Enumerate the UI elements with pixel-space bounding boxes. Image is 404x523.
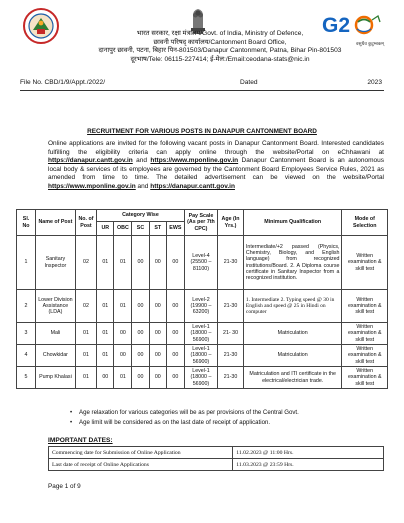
intro-and-2: and bbox=[135, 182, 151, 190]
cell-post-name: Lower Division Assistance (LDA) bbox=[36, 290, 76, 323]
header-cat-ews: EWS bbox=[166, 222, 184, 236]
cell-ews: 00 bbox=[166, 323, 184, 345]
header-line-1: भारत सरकार, रक्षा मंत्रालय/Govt. of India, Ministry of Defence, bbox=[136, 30, 304, 37]
cell-st: 00 bbox=[149, 323, 166, 345]
date-value: 11.02.2023 @ 11:00 Hrs. bbox=[233, 447, 384, 459]
file-number-line bbox=[20, 79, 382, 89]
header-cat-obc: OBC bbox=[114, 222, 132, 236]
cell-sl: 2 bbox=[17, 290, 36, 323]
cell-ur: 00 bbox=[97, 367, 114, 389]
cell-ur: 01 bbox=[97, 290, 114, 323]
cell-sc: 00 bbox=[132, 236, 149, 290]
cell-st: 00 bbox=[149, 345, 166, 367]
cell-post-name: Pump Khalasi bbox=[36, 367, 76, 389]
cell-ews: 00 bbox=[166, 236, 184, 290]
cell-ews: 00 bbox=[166, 290, 184, 323]
date-label: Last date of receipt of Online Applications bbox=[49, 459, 233, 471]
cell-no-of-post: 02 bbox=[75, 290, 96, 323]
table-row bbox=[17, 345, 388, 367]
cell-mode: Written examination & skill test bbox=[342, 367, 388, 389]
cell-pay-scale: Level-1 (18000 – 56900) bbox=[184, 323, 217, 345]
office-address bbox=[70, 30, 370, 64]
g20-tagline: वसुधैव कुटुम्बकम् bbox=[356, 41, 384, 46]
link-mponline-1[interactable]: https://www.mponline.gov.in bbox=[150, 157, 239, 165]
cell-age: 21-30 bbox=[218, 367, 244, 389]
header-sl-no: Sl. No bbox=[17, 210, 36, 236]
cell-age: 21- 30 bbox=[218, 323, 244, 345]
cell-sc: 00 bbox=[132, 367, 149, 389]
cell-post-name: Sanitary Inspector bbox=[36, 236, 76, 290]
note-item: • Age relaxation for various categories will be as per provisions of the Central Govt. bbox=[70, 408, 390, 418]
intro-and-1: and bbox=[132, 157, 151, 165]
important-dates-title: IMPORTANT DATES: bbox=[48, 437, 113, 444]
cell-ur: 01 bbox=[97, 323, 114, 345]
intro-paragraph bbox=[48, 140, 384, 192]
cell-sl: 5 bbox=[17, 367, 36, 389]
cell-sc: 00 bbox=[132, 290, 149, 323]
table-row bbox=[17, 290, 388, 323]
date-label: Commencing date for Submission of Online Application bbox=[49, 447, 233, 459]
cell-pay-scale: Level-2 (19900 – 63200) bbox=[184, 290, 217, 323]
cell-mode: Written examination & skill test bbox=[342, 345, 388, 367]
year: 2023 bbox=[367, 79, 382, 86]
cell-qualification: Matriculation and ITI certificate in the electrical/electrician trade. bbox=[243, 367, 342, 389]
cell-sc: 00 bbox=[132, 345, 149, 367]
table-row bbox=[49, 447, 384, 459]
cell-pay-scale: Level-1 (18000 – 56900) bbox=[184, 345, 217, 367]
cell-st: 00 bbox=[149, 367, 166, 389]
cell-post-name: Mali bbox=[36, 323, 76, 345]
note-item: • Age limit will be considered as on the last date of receipt of application. bbox=[70, 418, 390, 428]
cell-pay-scale: Level-4 (25500 – 81100) bbox=[184, 236, 217, 290]
header-line-3: दानापुर छावनी, पटना, बिहार पिन-801503/Danapur Cantonment, Patna, Bihar Pin-801503 bbox=[98, 47, 342, 55]
cell-sl: 3 bbox=[17, 323, 36, 345]
header-post-name: Name of Post bbox=[36, 210, 76, 236]
cell-ews: 00 bbox=[166, 367, 184, 389]
cell-ews: 00 bbox=[166, 345, 184, 367]
dated-label: Dated bbox=[240, 79, 258, 86]
table-row bbox=[17, 236, 388, 290]
cell-sc: 00 bbox=[132, 323, 149, 345]
cell-obc: 00 bbox=[114, 345, 132, 367]
header-no-of-post: No. of Post bbox=[75, 210, 96, 236]
table-row bbox=[17, 367, 388, 389]
cell-qualification: Intermediate/+2 passed (Physics, Chemistry, Biology, and English language) from recognized institutions/Board. 2. A Diploma course certificate in Sanitary Inspector from a recognized institution. bbox=[243, 236, 342, 290]
header-mode-selection: Mode of Selection bbox=[342, 210, 388, 236]
cell-obc: 01 bbox=[114, 367, 132, 389]
cell-sl: 1 bbox=[17, 236, 36, 290]
header-qualification: Minimum Qualification bbox=[243, 210, 342, 236]
link-danapur-cantt-1[interactable]: https://danapur.cantt.gov.in bbox=[48, 157, 133, 165]
cell-pay-scale: Level-1 (18000 – 56900) bbox=[184, 367, 217, 389]
cell-post-name: Chowkidar bbox=[36, 345, 76, 367]
cell-age: 21-30 bbox=[218, 290, 244, 323]
cell-no-of-post: 02 bbox=[75, 236, 96, 290]
cell-no-of-post: 01 bbox=[75, 323, 96, 345]
link-mponline-2[interactable]: https://www.mponline.gov.in bbox=[48, 182, 136, 190]
header-category-wise: Category Wise bbox=[97, 210, 185, 222]
cell-mode: Written examination & skill test bbox=[342, 236, 388, 290]
header-divider bbox=[20, 90, 384, 91]
header-line-4: दूरभाष/Tele: 06115-227414; ई-मेल:/Email:ceodana-stats@nic.in bbox=[130, 55, 310, 63]
header-cat-ur: UR bbox=[97, 222, 114, 236]
header-age: Age (In Yrs.) bbox=[218, 210, 244, 236]
cell-obc: 00 bbox=[114, 323, 132, 345]
cell-obc: 01 bbox=[114, 236, 132, 290]
page-number: Page 1 of 9 bbox=[48, 483, 81, 490]
cell-ur: 01 bbox=[97, 236, 114, 290]
cell-st: 00 bbox=[149, 236, 166, 290]
cell-qualification: Matriculation bbox=[243, 345, 342, 367]
cell-qualification: Matriculation bbox=[243, 323, 342, 345]
cell-age: 21-30 bbox=[218, 236, 244, 290]
cell-st: 00 bbox=[149, 290, 166, 323]
important-dates-table bbox=[48, 446, 384, 471]
cell-no-of-post: 01 bbox=[75, 367, 96, 389]
cell-mode: Written examination & skill test bbox=[342, 323, 388, 345]
cell-no-of-post: 01 bbox=[75, 345, 96, 367]
cell-qualification: 1. Intermediate 2. Typing speed @ 30 in English and speed @ 25 in Hindi on computer bbox=[243, 290, 342, 323]
header-pay-scale: Pay Scale (As per 7th CPC) bbox=[184, 210, 217, 236]
intro-text-1: Online applications are invited for the following vacant posts in Danapur Cantonment Board. Interested candidates fulfilling the eligibility criteria can apply online through the website/Portal on eChhawani at bbox=[48, 140, 384, 156]
cell-sl: 4 bbox=[17, 345, 36, 367]
header-cat-st: ST bbox=[149, 222, 166, 236]
posts-table bbox=[16, 209, 388, 389]
table-row bbox=[17, 323, 388, 345]
header-line-2: छावनी परिषद् कार्यालय/Cantonment Board Office, bbox=[153, 38, 287, 46]
table-row bbox=[49, 459, 384, 471]
cantonment-board-logo bbox=[22, 6, 60, 46]
file-number: File No. CBD/1/9/Appt./2022/ bbox=[20, 79, 106, 86]
svg-text:G2: G2 bbox=[322, 14, 351, 37]
link-danapur-cantt-2[interactable]: https://danapur.cantt.gov.in bbox=[150, 182, 235, 190]
cell-obc: 01 bbox=[114, 290, 132, 323]
cell-age: 21-30 bbox=[218, 345, 244, 367]
cell-mode: Written examination & skill test bbox=[342, 290, 388, 323]
header-cat-sc: SC bbox=[132, 222, 149, 236]
intro-text-2: Danapur Cantonment Board is an autonomous local body & services of its employees are governed by the Cantonment Board Employees Service Rules, 2021 as amended from time to time. The detailed advertisement can be viewed on the website/Portal bbox=[48, 157, 384, 182]
document-title: RECRUITMENT FOR VARIOUS POSTS IN DANAPUR CANTONMENT BOARD bbox=[87, 128, 317, 135]
notes-list bbox=[70, 408, 390, 427]
date-value: 11.03.2023 @ 23:59 Hrs. bbox=[233, 459, 384, 471]
cell-ur: 01 bbox=[97, 345, 114, 367]
